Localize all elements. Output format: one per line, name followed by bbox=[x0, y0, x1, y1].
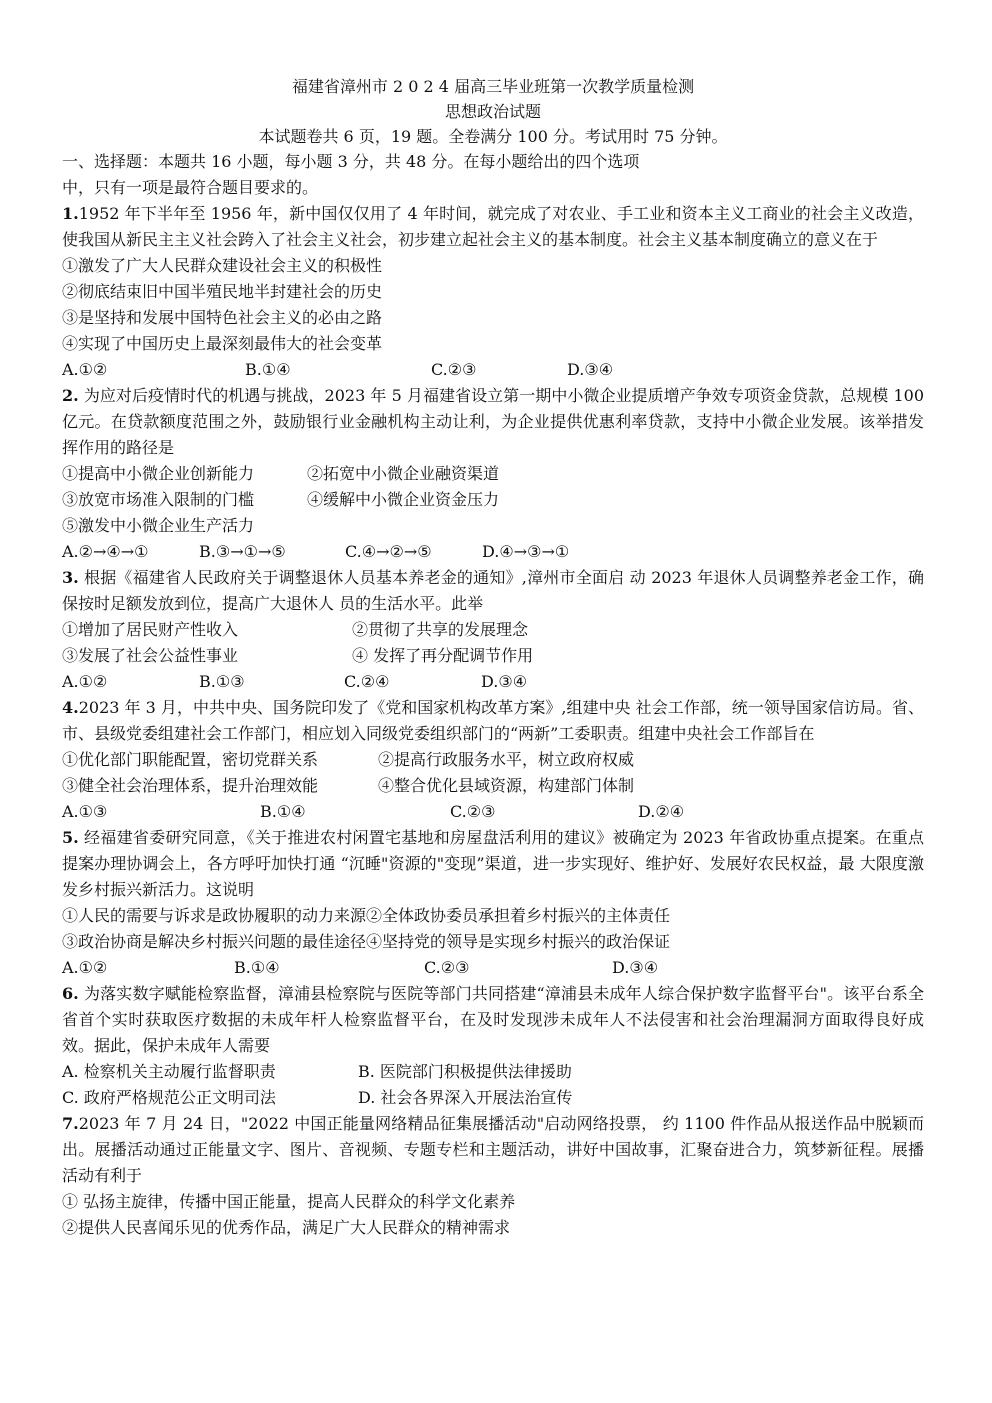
question-2-number: 2. bbox=[62, 386, 79, 405]
choice-c: C.②③ bbox=[424, 958, 470, 977]
section-instruction-line2: 中，只有一项是最符合题目要求的。 bbox=[62, 178, 319, 197]
question-3-option-1: ①增加了居民财产性收入 bbox=[62, 620, 239, 639]
exam-page bbox=[62, 74, 924, 1241]
question-4-options-row1 bbox=[62, 747, 924, 773]
question-1-option-2: ②彻底结束旧中国半殖民地半封建社会的历史 bbox=[62, 282, 383, 301]
choice-b: B.①④ bbox=[245, 360, 291, 379]
question-5-stem: 5. 经福建省委研究同意，《关于推进农村闲置宅基地和房屋盘活利用的建议》被确定为 2023 年省政协重点提案。在重点提案办理协调会上，各方呼吁加快打通 “沉睡"资源的"变现”渠道，进一步实现好、维护好、发展好农民权益，最 大限度激发乡村振兴新活力。这说明 bbox=[62, 828, 924, 899]
question-4-option-3: ③健全社会治理体系，提升治理效能 bbox=[62, 776, 319, 795]
choice-c: C. 政府严格规范公正文明司法 bbox=[62, 1088, 276, 1107]
question-3-option-2: ②贯彻了共享的发展理念 bbox=[352, 620, 529, 639]
question-1-option-1: ①激发了广大人民群众建设社会主义的积极性 bbox=[62, 256, 383, 275]
choice-a: A. 检察机关主动履行监督职责 bbox=[62, 1062, 276, 1081]
choice-d: D.③④ bbox=[481, 672, 528, 691]
question-1-choices bbox=[62, 357, 924, 383]
section-instruction-line1: 一、选择题：本题共 16 小题，每小题 3 分，共 48 分。在每小题给出的四个选项 bbox=[62, 152, 640, 171]
question-4-options-row2 bbox=[62, 773, 924, 799]
question-2-option-1: ①提高中小微企业创新能力 bbox=[62, 464, 255, 483]
question-1-stem: 1.1952 年下半年至 1956 年，新中国仅仅用了 4 年时间，就完成了对农业、手工业和资本主义工商业的社会主义改造，使我国从新民主主义社会跨入了社会主义社会，初步建立起社会主义的基本制度。社会主义基本制度确立的意义在于 bbox=[62, 204, 924, 249]
choice-c: C.②③ bbox=[450, 802, 496, 821]
question-4-option-1: ①优化部门职能配置，密切党群关系 bbox=[62, 750, 319, 769]
question-7-option-2: ②提供人民喜闻乐见的优秀作品，满足广大人民群众的精神需求 bbox=[62, 1218, 511, 1237]
choice-a: A.①③ bbox=[62, 802, 108, 821]
choice-a: A.①② bbox=[62, 958, 108, 977]
question-3-option-3: ③发展了社会公益性事业 bbox=[62, 646, 239, 665]
question-1-option-3: ③是坚持和发展中国特色社会主义的必由之路 bbox=[62, 308, 383, 327]
question-2-choices bbox=[62, 539, 924, 565]
question-2-options-row2 bbox=[62, 487, 924, 513]
choice-b: B. 医院部门积极提供法律援助 bbox=[358, 1062, 572, 1081]
question-4-choices bbox=[62, 799, 924, 825]
question-2-option-2: ②拓宽中小微企业融资渠道 bbox=[307, 464, 500, 483]
choice-a: A.①② bbox=[62, 672, 108, 691]
choice-c: C.②④ bbox=[344, 672, 390, 691]
choice-d: D.④→③→① bbox=[482, 542, 570, 561]
question-1-number: 1. bbox=[62, 204, 79, 223]
question-7-number: 7. bbox=[62, 1114, 79, 1133]
question-6-number: 6. bbox=[62, 984, 79, 1003]
question-3-number: 3. bbox=[62, 568, 79, 587]
choice-b: B.①④ bbox=[234, 958, 280, 977]
question-5-choices bbox=[62, 955, 924, 981]
question-2-option-4: ④缓解中小微企业资金压力 bbox=[307, 490, 500, 509]
question-4-number: 4. bbox=[62, 698, 79, 717]
choice-b: B.①④ bbox=[260, 802, 306, 821]
question-1-option-4: ④实现了中国历史上最深刻最伟大的社会变革 bbox=[62, 334, 383, 353]
question-5-options-row2: ③政治协商是解决乡村振兴问题的最佳途径④坚持党的领导是实现乡村振兴的政治保证 bbox=[62, 932, 671, 951]
choice-a: A.①② bbox=[62, 360, 108, 379]
question-2-options-row1 bbox=[62, 461, 924, 487]
choice-d: D.③④ bbox=[612, 958, 659, 977]
choice-a: A.②→④→① bbox=[62, 542, 149, 561]
question-4-option-2: ②提高行政服务水平，树立政府权威 bbox=[378, 750, 635, 769]
choice-d: D.③④ bbox=[567, 360, 614, 379]
question-7-stem: 7.2023 年 7 月 24 日，"2022 中国正能量网络精品征集展播活动"启动网络投票， 约 1100 件作品从报送作品中脱颖而出。展播活动通过正能量文字、图片、音视频、专题专栏和主题活动，讲好中国故事，汇聚奋进合力，筑梦新征程。展播 活动有利于 bbox=[62, 1114, 924, 1185]
question-3-option-4: ④ 发挥了再分配调节作用 bbox=[352, 646, 534, 665]
choice-b: B.③→①→⑤ bbox=[199, 542, 286, 561]
question-4-stem: 4.2023 年 3 月，中共中央、国务院印发了《党和国家机构改革方案》,组建中央 社会工作部，统一领导国家信访局。省、市、县级党委组建社会工作部门，相应划入同级党委组织部门的“两新”工委职责。组建中央社会工作部旨在 bbox=[62, 698, 924, 743]
exam-info: 本试题卷共 6 页，19 题。全卷满分 100 分。考试用时 75 分钟。 bbox=[258, 127, 728, 146]
question-5-options-row1: ①人民的需要与诉求是政协履职的动力来源②全体政协委员承担着乡村振兴的主体责任 bbox=[62, 906, 671, 925]
exam-subtitle: 思想政治试题 bbox=[444, 102, 541, 121]
question-2-option-5: ⑤激发中小微企业生产活力 bbox=[62, 516, 255, 535]
question-2-option-3: ③放宽市场准入限制的门槛 bbox=[62, 490, 255, 509]
question-3-options-row2 bbox=[62, 643, 924, 669]
choice-b: B.①③ bbox=[199, 672, 245, 691]
choice-d: D.②④ bbox=[638, 802, 685, 821]
question-2-stem: 2. 为应对后疫情时代的机遇与挑战，2023 年 5 月福建省设立第一期中小微企业提质增产争效专项资金贷款，总规模 100 亿元。在贷款额度范围之外，鼓励银行业金融机构主动让利，为企业提供优惠利率贷款，支持中小微企业发展。该举措发挥作用的路径是 bbox=[62, 386, 924, 457]
question-6-stem: 6. 为落实数字赋能检察监督，漳浦县检察院与医院等部门共同搭建“漳浦县未成年人综合保护数字监督平台"。该平台系全省首个实时获取医疗数据的未成年杆人检察监督平台，在及时发现涉未成年人不法侵害和社会治理漏洞方面取得良好成效。据此，保护未成年人需要 bbox=[62, 984, 924, 1055]
question-3-choices bbox=[62, 669, 924, 695]
question-3-options-row1 bbox=[62, 617, 924, 643]
question-7-option-1: ① 弘扬主旋律，传播中国正能量，提高人民群众的科学文化素养 bbox=[62, 1192, 516, 1211]
choice-d: D. 社会各界深入开展法治宣传 bbox=[358, 1088, 573, 1107]
question-3-stem: 3. 根据《福建省人民政府关于调整退休人员基本养老金的通知》,漳州市全面启 动 2023 年退休人员调整养老金工作，确保按时足额发放到位，提高广大退休人 员的生活水平。此举 bbox=[62, 568, 924, 613]
question-4-option-4: ④整合优化县域资源，构建部门体制 bbox=[378, 776, 635, 795]
question-6-choices-row2 bbox=[62, 1085, 924, 1111]
choice-c: C.④→②→⑤ bbox=[345, 542, 432, 561]
question-6-choices-row1 bbox=[62, 1059, 924, 1085]
question-5-number: 5. bbox=[62, 828, 79, 847]
choice-c: C.②③ bbox=[431, 360, 477, 379]
exam-title: 福建省漳州市 2 0 2 4 届高三毕业班第一次教学质量检测 bbox=[291, 77, 695, 96]
